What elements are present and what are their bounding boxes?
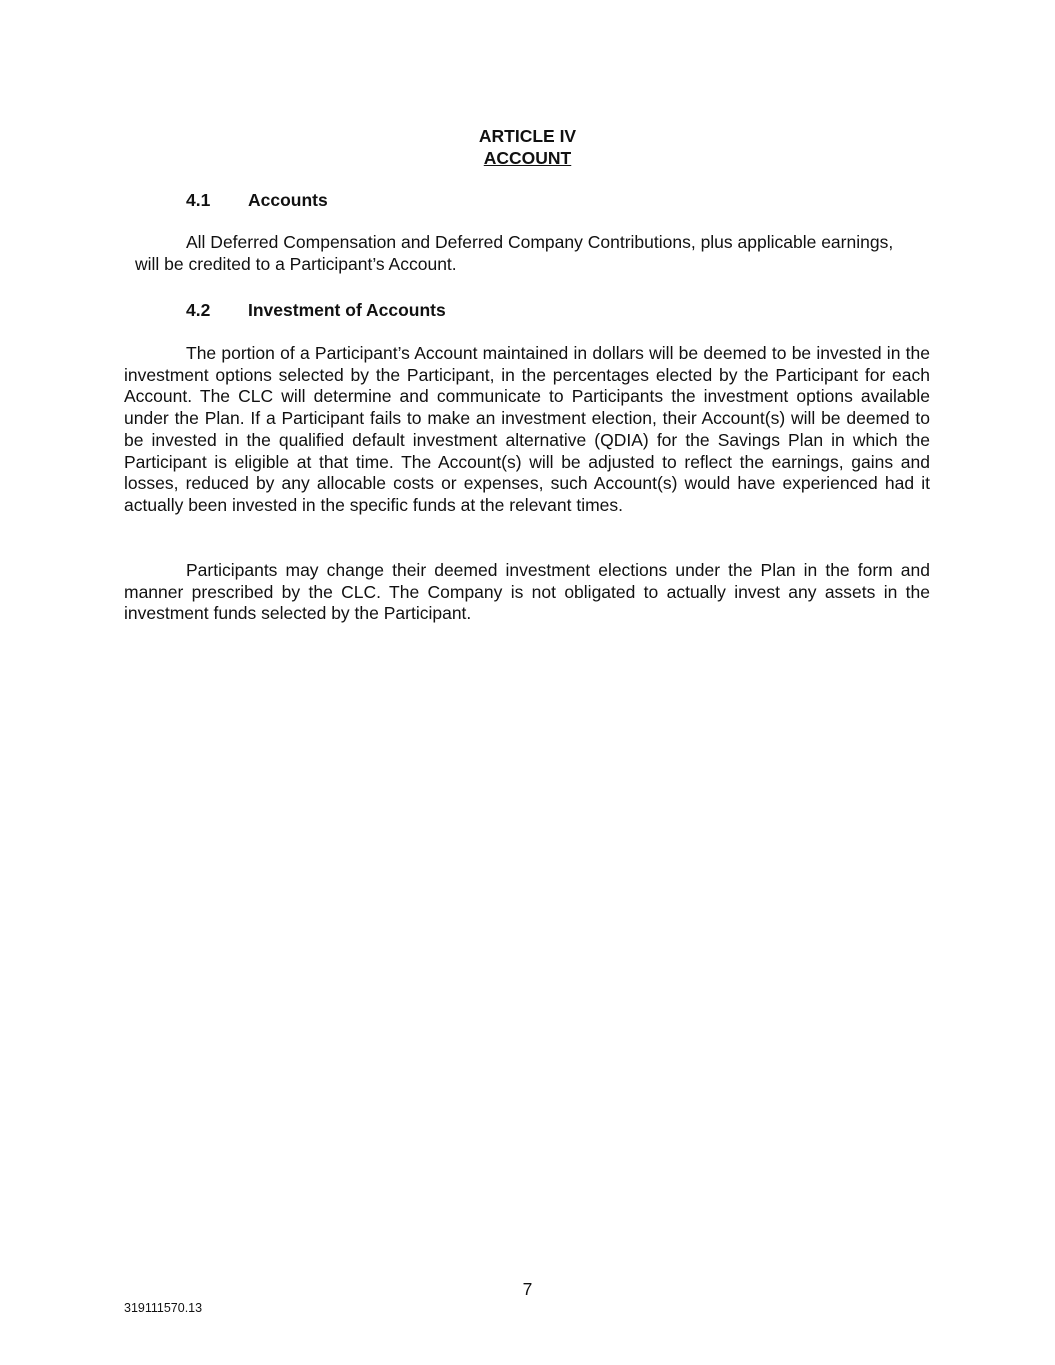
section-title: Investment of Accounts xyxy=(248,300,446,320)
page-number: 7 xyxy=(522,1279,533,1299)
section-4-2-paragraph-2: Participants may change their deemed investment elections under the Plan in the form and manner prescribed by the CLC. The Company is not obligated to actually invest any assets in the investment funds selected by the Participant. xyxy=(124,560,930,624)
section-heading-4-2 xyxy=(186,299,446,321)
article-title: ARTICLE IV xyxy=(478,126,577,146)
section-number: 4.1 xyxy=(186,190,211,210)
document-id: 319111570.13 xyxy=(124,1301,203,1315)
section-title: Accounts xyxy=(248,190,328,210)
article-subtitle: ACCOUNT xyxy=(483,148,572,168)
section-number: 4.2 xyxy=(186,300,211,320)
section-heading-4-1 xyxy=(186,189,328,211)
article-heading xyxy=(0,125,1055,169)
section-4-2-paragraph-1: The portion of a Participant’s Account maintained in dollars will be deemed to be invested in the investment options selected by the Participant, in the percentages elected by the Participant for each Account. The CLC will determine and communicate to Participants the investment options available under the Plan. If a Participant fails to make an investment election, their Account(s) will be deemed to be invested in the qualified default investment alternative (QDIA) for the Savings Plan in which the Participant is eligible at that time. The Account(s) will be adjusted to reflect the earnings, gains and losses, reduced by any allocable costs or expenses, such Account(s) would have experienced had it actually been invested in the specific funds at the relevant times. xyxy=(124,343,930,515)
section-4-1-paragraph: All Deferred Compensation and Deferred Company Contributions, plus applicable earnings, will be credited to a Participant’s Account. xyxy=(135,232,894,274)
